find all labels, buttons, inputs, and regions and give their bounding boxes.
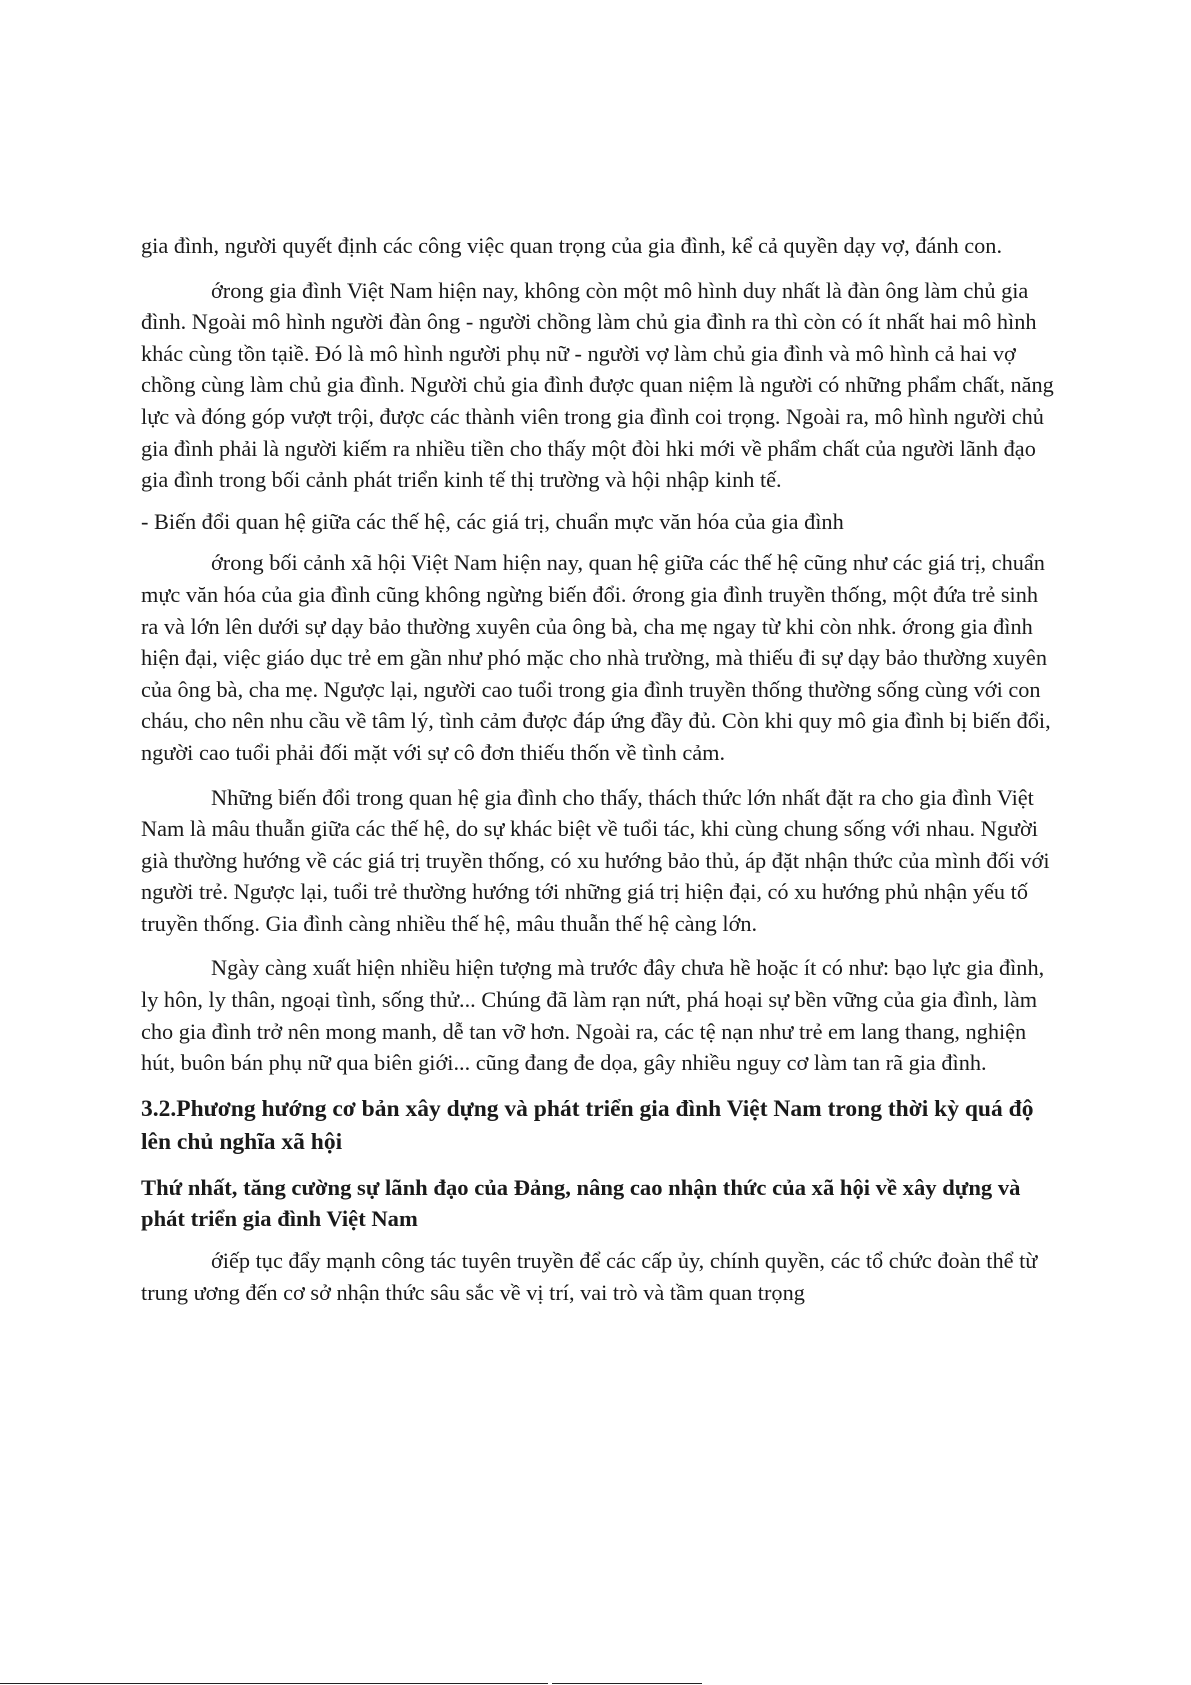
footer-rule-right	[552, 1683, 702, 1684]
section-heading: 3.2.Phương hướng cơ bản xây dựng và phát triển gia đình Việt Nam trong thời kỳ quá độ lên chủ nghĩa xã hội	[141, 1095, 1034, 1155]
subsection-heading: Thứ nhất, tăng cường sự lãnh đạo của Đảng, nâng cao nhận thức của xã hội về xây dựng và phát triển gia đình Việt Nam	[141, 1174, 1021, 1232]
paragraph-bullet-generations: - Biến đổi quan hệ giữa các thế hệ, các giá trị, chuẩn mực văn hóa của gia đình	[141, 508, 844, 534]
paragraph-generational-change: ớrong bối cảnh xã hội Việt Nam hiện nay, quan hệ giữa các thế hệ cũng như các giá trị, chuẩn mực văn hóa của gia đình cũng không ngừng biến đổi. ớrong gia đình truyền thống, một đứa trẻ sinh ra và lớn lên dưới sự dạy bảo thường xuyên của ông bà, cha mẹ ngay từ khi còn nhk. ớrong gia đình hiện đại, việc giáo dục trẻ em gần như phó mặc cho nhà trường, mà thiếu đi sự dạy bảo thường xuyên của ông bà, cha mẹ. Ngược lại, người cao tuổi trong gia đình truyền thống thường sống cùng với con cháu, cho nên nhu cầu về tâm lý, tình cảm được đáp ứng đầy đủ. Còn khi quy mô gia đình bị biến đổi, người cao tuổi phải đối mặt với sự cô đơn thiếu thốn về tình cảm.	[141, 550, 1051, 765]
paragraph-household-head: ớrong gia đình Việt Nam hiện nay, không còn một mô hình duy nhất là đàn ông làm chủ gia đình. Ngoài mô hình người đàn ông - người chồng làm chủ gia đình ra thì còn có ít nhất hai mô hình khác cùng tồn tạiề. Đó là mô hình người phụ nữ - người vợ làm chủ gia đình và mô hình cả hai vợ chồng cùng làm chủ gia đình. Người chủ gia đình được quan niệm là người có những phẩm chất, năng lực và đóng góp vượt trội, được các thành viên trong gia đình coi trọng. Ngoài ra, mô hình người chủ gia đình phải là người kiếm ra nhiều tiền cho thấy một đòi hki mới về phẩm chất của người lãnh đạo gia đình trong bối cảnh phát triển kinh tế thị trường và hội nhập kinh tế.	[141, 277, 1054, 493]
paragraph-propaganda: ớiếp tục đẩy mạnh công tác tuyên truyền để các cấp ủy, chính quyền, các tổ chức đoàn thể từ trung ương đến cơ sở nhận thức sâu sắc về vị trí, vai trò và tầm quan trọng	[141, 1248, 1038, 1305]
paragraph-generational-conflict: Những biến đổi trong quan hệ gia đình cho thấy, thách thức lớn nhất đặt ra cho gia đình Việt Nam là mâu thuẫn giữa các thế hệ, do sự khác biệt về tuổi tác, khi cùng chung sống với nhau. Người già thường hướng về các giá trị truyền thống, có xu hướng bảo thủ, áp đặt nhận thức của mình đối với người trẻ. Ngược lại, tuổi trẻ thường hướng tới những giá trị hiện đại, có xu hướng phủ nhận yếu tố truyền thống. Gia đình càng nhiều thế hệ, mâu thuẫn thế hệ càng lớn.	[141, 784, 1050, 936]
paragraph-social-issues: Ngày càng xuất hiện nhiều hiện tượng mà trước đây chưa hề hoặc ít có như: bạo lực gia đình, ly hôn, ly thân, ngoại tình, sống thử... Chúng đã làm rạn nứt, phá hoại sự bền vững của gia đình, làm cho gia đình trở nên mong manh, dễ tan vỡ hơn. Ngoài ra, các tệ nạn như trẻ em lang thang, nghiện hút, buôn bán phụ nữ qua biên giới... cũng đang đe dọa, gây nhiều nguy cơ làm tan rã gia đình.	[141, 955, 1045, 1076]
paragraph-continuation: gia đình, người quyết định các công việc quan trọng của gia đình, kể cả quyền dạy vợ, đánh con.	[141, 233, 1003, 258]
footer-rule-left	[0, 1683, 548, 1684]
document-page	[141, 230, 1056, 1308]
